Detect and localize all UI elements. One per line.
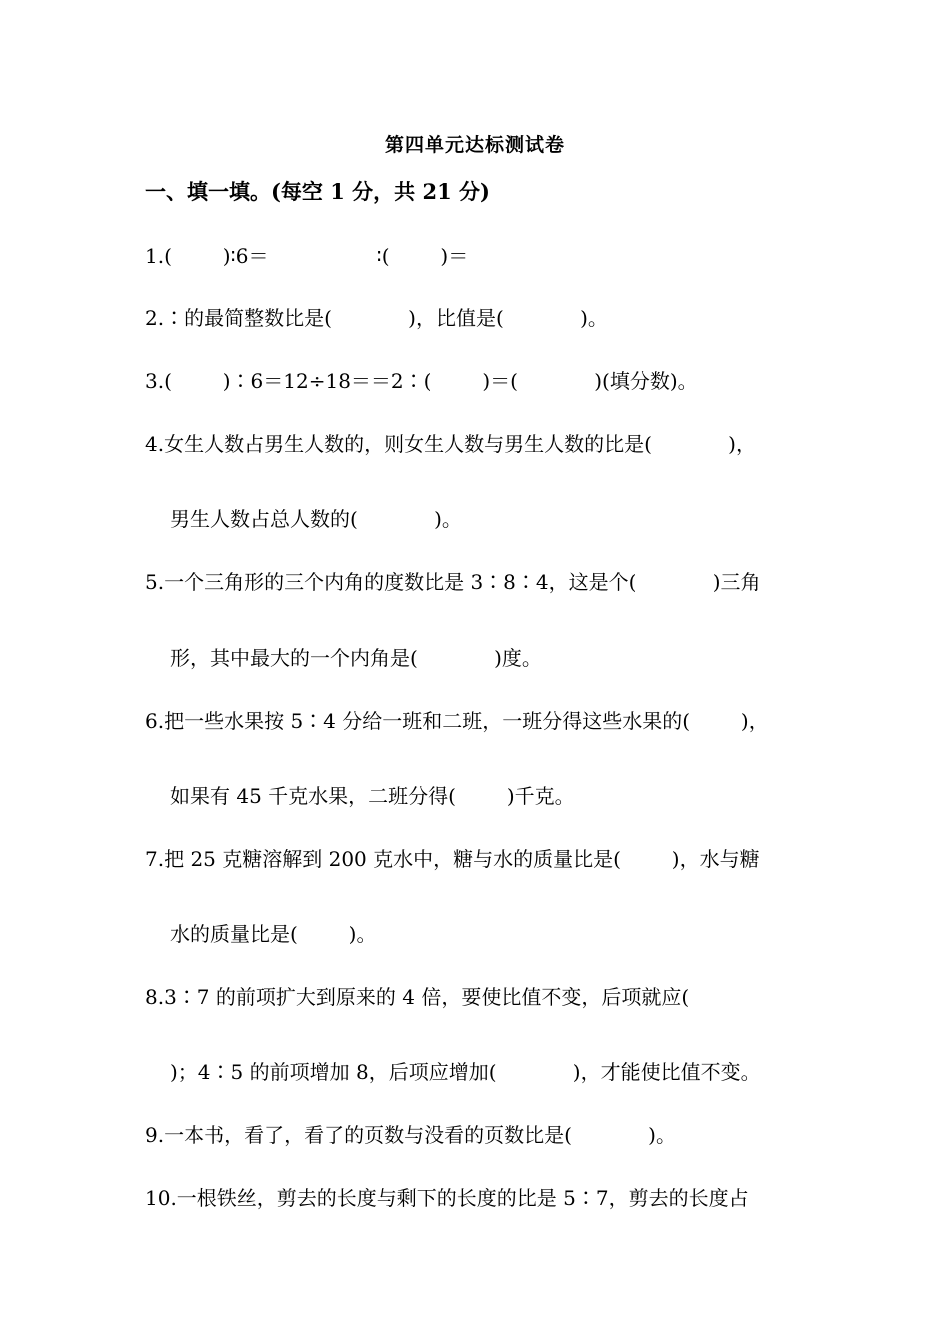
question-4-continued: 男生人数占总人数的( )。 — [170, 507, 462, 531]
question-5-continued: 形，其中最大的一个内角是( )度。 — [170, 646, 542, 670]
question-8: 8.3∶7 的前项扩大到原来的 4 倍，要使比值不变，后项就应( — [145, 985, 690, 1009]
question-8-continued: )；4∶5 的前项增加 8，后项应增加( )，才能使比值不变。 — [170, 1060, 761, 1084]
question-1: 1.( )∶6＝ ∶( )＝ — [145, 244, 469, 268]
question-4: 4.女生人数占男生人数的，则女生人数与男生人数的比是( )， — [145, 432, 756, 456]
question-6-continued: 如果有 45 千克水果，二班分得( )千克。 — [170, 784, 575, 808]
question-9: 9.一本书，看了，看了的页数与没看的页数比是( )。 — [145, 1123, 676, 1147]
question-3: 3.( )∶6＝12÷18＝＝2∶( )＝( )(填分数)。 — [145, 369, 698, 393]
question-2: 2.∶的最简整数比是( )，比值是( )。 — [145, 306, 608, 330]
question-10: 10.一根铁丝，剪去的长度与剩下的长度的比是 5∶7，剪去的长度占 — [145, 1186, 749, 1210]
question-7-continued: 水的质量比是( )。 — [170, 922, 377, 946]
question-6: 6.把一些水果按 5∶4 分给一班和二班，一班分得这些水果的( )， — [145, 709, 769, 733]
question-5: 5.一个三角形的三个内角的度数比是 3∶8∶4，这是个( )三角 — [145, 570, 761, 594]
section-heading: 一、填一填。(每空 1 分，共 21 分) — [145, 179, 490, 204]
question-7: 7.把 25 克糖溶解到 200 克水中，糖与水的质量比是( )，水与糖 — [145, 847, 760, 871]
page-title: 第四单元达标测试卷 — [384, 134, 565, 156]
